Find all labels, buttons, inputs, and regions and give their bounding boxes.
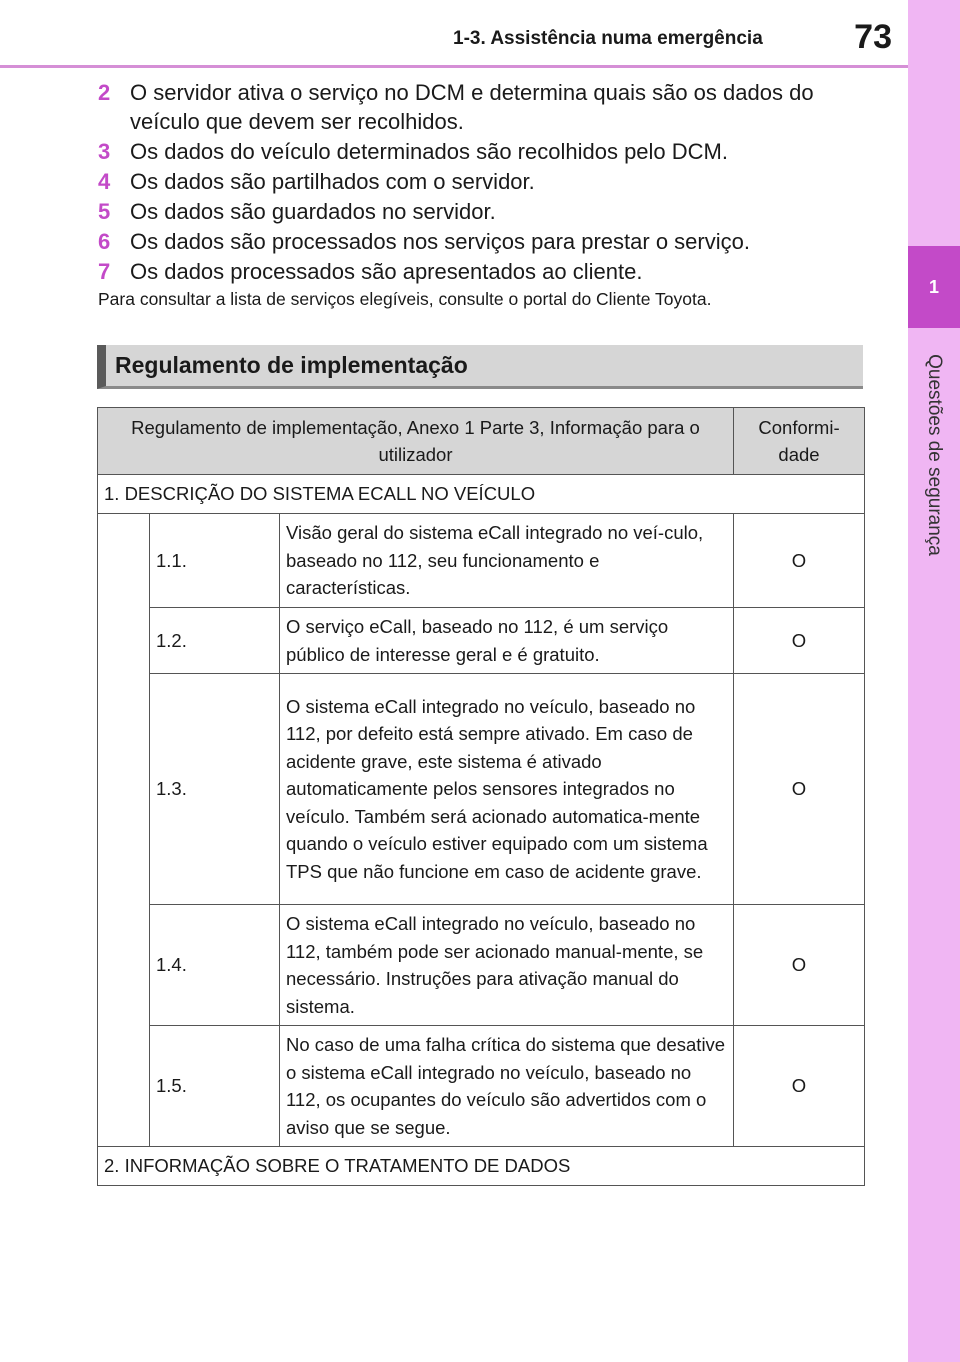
item-conformity: O [734,905,865,1026]
page-number: 73 [854,18,892,56]
item-conformity: O [734,674,865,905]
section-row [98,1147,865,1186]
step-number: 3 [98,139,111,164]
table-row [98,1026,865,1147]
step-text: Os dados são guardados no servidor. [130,199,496,224]
table-header-row [98,408,865,475]
step-number: 6 [98,229,111,254]
item-conformity: O [734,514,865,608]
table-row [98,674,865,905]
step-number: 5 [98,199,111,224]
section-title: 1-3. Assistência numa emergência [453,28,763,49]
chapter-sidebar [908,0,960,1362]
item-number: 1.5. [150,1026,280,1147]
table-row [98,905,865,1026]
indent-cell [98,514,150,1147]
services-note: Para consultar a lista de serviços elegíveis, consulte o portal do Cliente Toyota. [98,289,712,309]
step-item [98,78,868,136]
item-number: 1.1. [150,514,280,608]
section-heading: Regulamento de implementação [97,345,863,389]
step-item [98,197,868,226]
regulation-table [97,407,865,1186]
steps-list [98,78,868,287]
item-number: 1.3. [150,674,280,905]
chapter-name: Questões de segurança [924,354,945,556]
step-item [98,167,868,196]
step-number: 7 [98,259,111,284]
item-text: O sistema eCall integrado no veículo, baseado no 112, também pode ser acionado manual-mente, se necessário. Instruções para ativação manual do sistema. [280,905,734,1026]
section-row [98,475,865,514]
step-text: Os dados são partilhados com o servidor. [130,169,535,194]
header-rule [0,65,908,68]
step-item [98,227,868,256]
item-conformity: O [734,608,865,674]
header-info-cell: Regulamento de implementação, Anexo 1 Parte 3, Informação para o utilizador [98,408,734,475]
item-number: 1.2. [150,608,280,674]
header-conformity-cell: Conformi-dade [734,408,865,475]
table-row [98,608,865,674]
section-2-cell: 2. INFORMAÇÃO SOBRE O TRATAMENTO DE DADOS [98,1147,865,1186]
step-text: Os dados processados são apresentados ao cliente. [130,259,643,284]
item-text: No caso de uma falha crítica do sistema que desative o sistema eCall integrado no veículo, baseado no 112, os ocupantes do veículo são advertidos com o aviso que se segue. [280,1026,734,1147]
section-1-cell: 1. DESCRIÇÃO DO SISTEMA ECALL NO VEÍCULO [98,475,865,514]
step-item [98,137,868,166]
chapter-tab[interactable]: 1 [908,246,960,328]
item-number: 1.4. [150,905,280,1026]
item-conformity: O [734,1026,865,1147]
step-text: Os dados são processados nos serviços para prestar o serviço. [130,229,750,254]
step-text: O servidor ativa o serviço no DCM e determina quais são os dados do veículo que devem ser recolhidos. [130,80,814,134]
step-number: 2 [98,80,111,105]
item-text: O serviço eCall, baseado no 112, é um serviço público de interesse geral e é gratuito. [280,608,734,674]
step-text: Os dados do veículo determinados são recolhidos pelo DCM. [130,139,728,164]
table-row [98,514,865,608]
step-item [98,257,868,286]
item-text: Visão geral do sistema eCall integrado no veí-culo, baseado no 112, seu funcionamento e características. [280,514,734,608]
item-text: O sistema eCall integrado no veículo, baseado no 112, por defeito está sempre ativado. Em caso de acidente grave, este sistema é ativado automaticamente pelos sensores integrados no veículo. Também será acionado automatica-mente quando o veículo estiver equipado com um sistema TPS que não funcione em caso de acidente grave. [280,674,734,905]
step-number: 4 [98,169,111,194]
